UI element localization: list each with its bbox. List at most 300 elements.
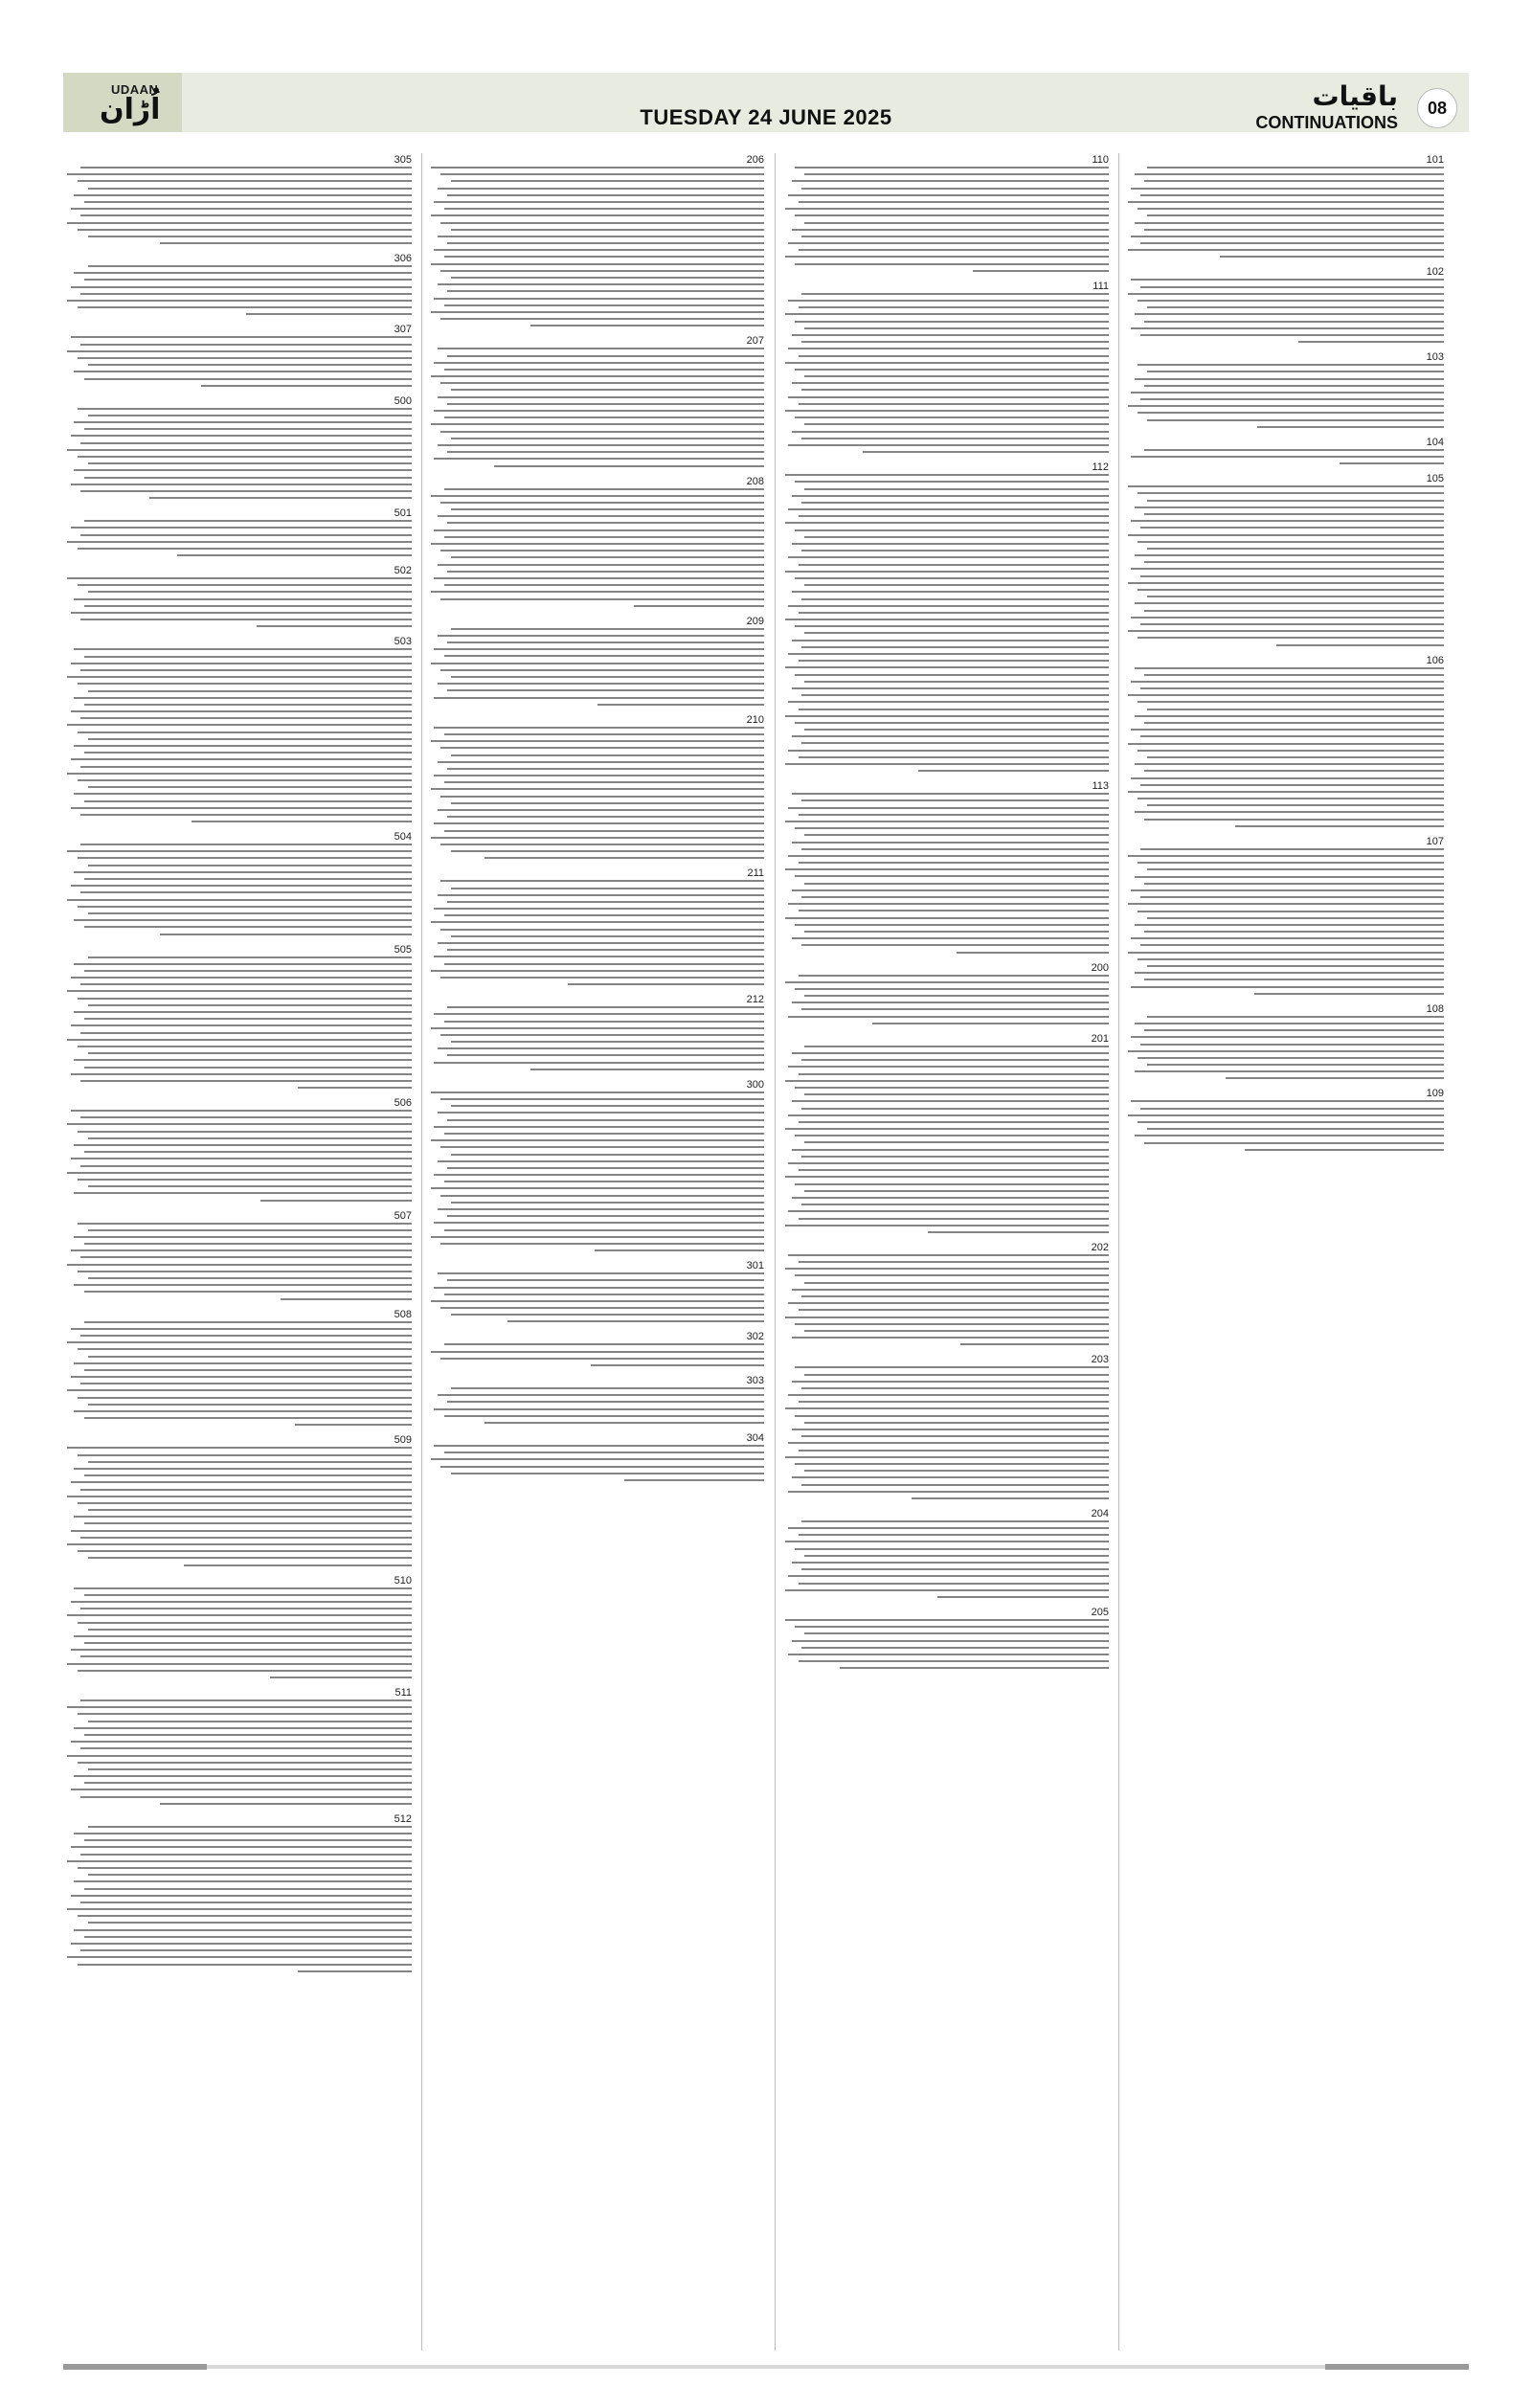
text-line [795,416,1109,418]
text-line [795,1323,1109,1325]
text-line [67,1755,412,1757]
text-line [1128,582,1444,584]
text-line [74,1833,412,1834]
text-line [804,834,1109,836]
article-continuation [431,1259,764,1322]
text-line [431,423,764,425]
continuation-number: 500 [394,394,412,407]
text-line [440,1466,764,1468]
text-line [67,1341,412,1343]
text-line [88,912,412,914]
text-line [444,416,764,418]
article-continuation [785,961,1109,1024]
text-line [80,891,412,893]
text-line [1140,334,1444,336]
text-line [74,793,412,795]
text-line [1140,896,1444,898]
text-line [451,850,764,852]
text-line [80,1699,412,1701]
text-line [1138,300,1444,302]
text-line [201,385,412,387]
text-line [1128,249,1444,251]
text-line [149,497,412,499]
text-line [71,435,412,437]
text-line [84,1839,412,1841]
text-line [270,1677,412,1678]
text-line [785,981,1109,983]
text-line [591,1364,764,1366]
text-line [444,1452,764,1453]
text-line [1128,743,1444,745]
text-line [595,1249,764,1251]
text-line [451,508,764,510]
text-line [71,1741,412,1743]
text-line [795,1463,1109,1465]
footer-mark [63,2364,207,2370]
text-line [74,421,412,423]
text-line [799,564,1109,566]
text-line [84,970,412,972]
text-line [801,799,1109,801]
text-line [438,396,764,398]
text-line [785,522,1109,524]
text-line [71,1376,412,1378]
text-line [785,571,1109,573]
text-line [792,1052,1109,1054]
text-line [438,564,764,566]
continuation-number: 203 [1091,1354,1109,1366]
text-line [795,1626,1109,1628]
text-line [67,1389,412,1391]
continuation-number: 101 [1426,154,1444,166]
article-continuation [1128,835,1444,995]
text-line [444,369,764,371]
text-line [440,1146,764,1148]
article-continuation [431,1330,764,1366]
text-line [298,1087,412,1089]
article-continuation [431,993,764,1070]
article-continuation [67,252,412,315]
text-line [78,1550,412,1552]
text-line [71,1530,412,1532]
text-line [451,676,764,678]
text-line [440,431,764,433]
text-line [1135,924,1444,926]
text-line [438,1112,764,1114]
text-line [444,1415,764,1417]
text-line [78,1915,412,1917]
section-title-en: CONTINUATIONS [1255,113,1398,132]
text-line [440,318,764,320]
text-line [444,1343,764,1345]
text-line [431,1139,764,1141]
continuation-number: 202 [1091,1241,1109,1253]
text-line [451,1154,764,1156]
text-line [804,931,1109,933]
text-line [801,1387,1109,1389]
text-line [1144,513,1445,515]
text-line [88,1922,412,1924]
text-line [434,908,764,910]
text-line [440,1195,764,1197]
text-line [799,756,1109,758]
column-rule [421,153,422,2351]
text-line [80,814,412,816]
text-line [447,641,764,643]
text-line [295,1424,412,1426]
text-line [74,1192,412,1194]
text-line [84,279,412,281]
text-line [431,1458,764,1460]
article-continuation [1128,472,1444,645]
text-line [78,1131,412,1133]
text-line [444,830,764,832]
text-line [78,548,412,550]
text-line [801,598,1109,600]
text-line [1147,214,1444,216]
text-line [785,1176,1109,1178]
text-line [80,1854,412,1856]
article-continuation [431,1374,764,1424]
text-line [74,648,412,650]
text-line [80,1165,412,1167]
text-line [801,1484,1109,1486]
text-line [88,1629,412,1631]
text-line [804,1632,1109,1634]
text-line [434,1287,764,1289]
text-line [1138,1121,1444,1123]
text-line [440,1098,764,1100]
continuation-number: 502 [394,565,412,577]
text-line [88,1721,412,1722]
text-line [1147,306,1444,308]
text-line [80,214,412,216]
text-line [795,577,1109,579]
text-line [88,1557,412,1559]
text-line [863,451,1109,453]
article-continuation [67,323,412,386]
text-line [960,1343,1109,1345]
text-line [434,1408,764,1410]
article-continuation [785,153,1109,272]
text-line [431,263,764,265]
text-line [795,481,1109,483]
text-line [74,1635,412,1637]
text-line [1147,709,1444,710]
text-line [1138,958,1444,960]
text-line [1131,456,1444,458]
text-line [1144,770,1445,772]
text-line [1144,931,1445,933]
text-line [67,676,412,678]
text-line [67,449,412,451]
text-line [1135,222,1444,224]
text-line [1128,855,1444,857]
text-line [440,382,764,384]
text-line [80,1796,412,1798]
text-line [67,899,412,901]
text-line [67,990,412,992]
text-line [1147,167,1444,169]
text-line [799,1218,1109,1220]
text-line [440,502,764,504]
text-line [792,1381,1109,1383]
text-line [84,752,412,754]
text-line [80,490,412,492]
text-line [801,1059,1109,1061]
text-line [801,438,1109,439]
text-line [71,1846,412,1848]
text-line [795,369,1109,371]
text-line [444,1021,764,1023]
text-line [1254,993,1444,995]
text-line [434,1445,764,1447]
text-line [1131,392,1444,394]
text-line [799,1401,1109,1403]
text-line [1147,917,1444,919]
text-line [795,827,1109,829]
continuation-number: 208 [746,475,764,487]
article-continuation [67,943,412,1090]
text-line [451,180,764,182]
article-continuation [785,461,1109,772]
text-line [801,1520,1109,1522]
footer-rule [63,2365,1469,2369]
text-line [71,977,412,979]
text-line [799,1534,1109,1536]
text-line [84,1151,412,1153]
text-line [795,214,1109,216]
text-line [1138,492,1444,494]
footer-mark [1325,2364,1469,2370]
article-continuation [67,1209,412,1300]
text-line [434,298,764,300]
masthead-name-ur: اُڑان [100,93,161,126]
text-line [1140,623,1444,625]
text-line [74,1362,412,1364]
article-continuation [67,153,412,244]
text-line [568,983,764,985]
continuation-number: 110 [1092,154,1109,166]
text-line [80,1335,412,1337]
text-line [1147,371,1444,372]
text-line [1140,1108,1444,1110]
text-line [444,488,764,490]
text-line [88,786,412,788]
text-line [67,1172,412,1174]
text-line [438,515,764,517]
text-line [438,683,764,685]
text-line [84,656,412,658]
text-line [438,1160,764,1162]
text-line [795,1087,1109,1089]
text-line [67,300,412,302]
text-line [1147,756,1444,758]
text-line [804,1330,1109,1332]
text-line [795,988,1109,990]
text-line [1135,313,1444,315]
text-line [71,1481,412,1483]
text-line [795,1274,1109,1276]
continuation-number: 504 [394,831,412,844]
text-line [792,735,1109,737]
text-line [447,689,764,691]
text-line [88,738,412,740]
text-line [84,1888,412,1890]
text-line [1128,791,1444,793]
text-line [801,944,1109,946]
continuation-number: 503 [394,636,412,648]
text-line [792,1640,1109,1642]
text-line [494,465,764,467]
text-line [88,1185,412,1187]
text-line [431,970,764,972]
text-line [801,1108,1109,1110]
text-line [444,1133,764,1135]
text-line [1144,1142,1445,1144]
text-line [507,1320,764,1322]
text-line [257,625,412,627]
text-line [78,1397,412,1399]
column-2 [785,153,1109,2355]
article-continuation [1128,350,1444,428]
text-line [788,903,1109,905]
text-line [84,1321,412,1323]
text-line [78,1502,412,1504]
text-line [88,1874,412,1876]
text-line [597,704,764,706]
text-line [80,717,412,719]
text-line [795,263,1109,265]
text-line [80,1032,412,1034]
text-line [1276,644,1444,646]
text-line [71,1943,412,1945]
article-continuation [67,1686,412,1805]
text-line [451,1041,764,1043]
text-line [74,1727,412,1729]
text-line [431,837,764,839]
text-line [88,1826,412,1828]
text-line [804,632,1109,634]
text-line [438,809,764,811]
text-line [447,290,764,292]
text-line [792,591,1109,593]
text-line [785,666,1109,668]
text-line [799,1450,1109,1452]
article-continuation [67,564,412,627]
continuation-number: 508 [394,1308,412,1320]
text-line [1140,848,1444,850]
text-line [88,1277,412,1279]
article-continuation [1128,153,1444,258]
continuation-number: 507 [394,1209,412,1222]
text-line [1131,729,1444,731]
text-line [1147,500,1444,502]
text-line [1138,862,1444,864]
text-line [801,646,1109,648]
text-line [451,802,764,804]
text-line [1144,1029,1445,1031]
text-line [451,1314,764,1316]
text-line [799,910,1109,911]
text-line [792,180,1109,182]
text-line [1144,180,1445,182]
text-line [801,1008,1109,1010]
text-line [1144,883,1445,885]
article-continuation [67,635,412,822]
text-line [1135,378,1444,380]
text-line [795,1548,1109,1550]
text-line [788,242,1109,244]
text-line [801,502,1109,504]
text-line [1147,419,1444,421]
article-continuation [431,475,764,607]
text-line [447,451,764,453]
text-line [74,598,412,600]
text-line [788,1066,1109,1068]
text-line [804,488,1109,490]
text-line [88,690,412,692]
continuation-number: 211 [747,867,764,880]
text-line [67,173,412,175]
text-line [67,1706,412,1708]
text-line [80,1383,412,1384]
text-line [792,334,1109,336]
text-line [1140,575,1444,577]
text-line [160,934,412,935]
text-line [431,495,764,497]
text-line [799,306,1109,308]
text-line [88,236,412,237]
text-line [1128,694,1444,696]
text-line [799,515,1109,517]
text-line [804,1141,1109,1143]
continuation-number: 108 [1426,1002,1444,1015]
text-line [799,1169,1109,1171]
text-line [1138,701,1444,703]
text-line [1147,596,1444,597]
text-line [451,438,764,439]
text-line [88,1229,412,1231]
text-line [84,1369,412,1371]
text-line [1140,242,1444,244]
text-line [801,896,1109,898]
text-line [67,1447,412,1449]
text-line [434,410,764,412]
text-line [438,1047,764,1049]
text-line [792,1100,1109,1102]
text-line [804,536,1109,538]
text-line [1135,667,1444,669]
text-line [447,1006,764,1008]
text-line [795,875,1109,877]
text-line [792,889,1109,891]
text-line [1144,819,1445,821]
text-line [444,584,764,586]
text-line [788,396,1109,398]
text-line [801,1295,1109,1297]
text-line [440,844,764,845]
text-line [1131,236,1444,237]
text-line [84,605,412,607]
text-line [792,1289,1109,1291]
text-line [1138,637,1444,639]
text-line [804,1093,1109,1095]
text-line [788,1394,1109,1396]
text-line [1131,777,1444,779]
text-line [1138,541,1444,543]
text-line [1140,735,1444,737]
